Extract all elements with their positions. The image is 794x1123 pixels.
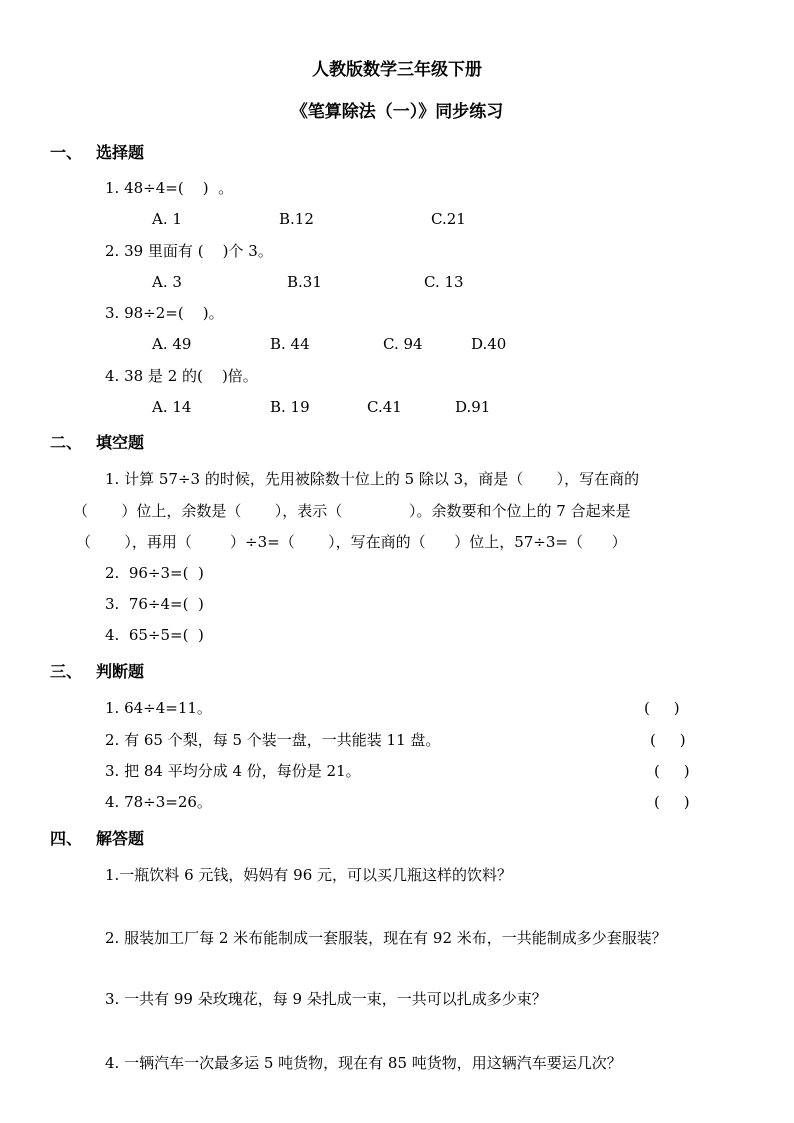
section-number: 四、 [50, 829, 83, 848]
word-problem: 2. 服装加工厂每 2 米布能制成一套服装，现在有 92 米布，一共能制成多少套服装？ [105, 929, 667, 947]
choice-option: C.21 [431, 210, 466, 228]
fill-question-line: （ ）位上，余数是（ ），表示（ ）。余数要和个位上的 7 合起来是 [73, 502, 631, 520]
choice-option: B.12 [279, 210, 314, 228]
judge-question: 4. 78÷3=26。 [105, 793, 212, 811]
choice-option: B.31 [287, 273, 322, 291]
page-title: 人教版数学三年级下册 [312, 60, 482, 80]
choice-question: 2. 39 里面有 ( )个 3。 [105, 242, 273, 260]
fill-question: 3. 76÷4=( ) [105, 595, 204, 613]
word-problem: 3. 一共有 99 朵玫瑰花，每 9 朵扎成一束，一共可以扎成多少束？ [105, 990, 547, 1008]
section-heading [50, 143, 144, 163]
choice-question: 3. 98÷2=( )。 [105, 304, 224, 322]
section-heading [50, 662, 144, 682]
section-number: 三、 [50, 662, 83, 681]
choice-option: C. 13 [424, 273, 464, 291]
judge-question: 2. 有 65 个梨，每 5 个装一盘，一共能装 11 盘。 [105, 731, 441, 749]
section-title: 选择题 [96, 143, 145, 162]
choice-option: B. 19 [270, 398, 310, 416]
judge-blank: ( ) [650, 731, 686, 749]
choice-option: A. 14 [152, 398, 192, 416]
choice-option: A. 1 [152, 210, 182, 228]
word-problem: 4. 一辆汽车一次最多运 5 吨货物，现在有 85 吨货物，用这辆汽车要运几次？ [105, 1054, 622, 1072]
fill-question: 2. 96÷3=( ) [105, 564, 204, 582]
page-subtitle: 《笔算除法（一）》同步练习 [290, 102, 504, 122]
judge-blank: ( ) [654, 762, 690, 780]
section-title: 判断题 [96, 662, 145, 681]
word-problem: 1.一瓶饮料 6 元钱，妈妈有 96 元，可以买几瓶这样的饮料？ [105, 866, 513, 884]
choice-option: B. 44 [270, 335, 310, 353]
choice-option: D.91 [455, 398, 491, 416]
choice-option: C.41 [367, 398, 402, 416]
section-heading [50, 829, 144, 849]
choice-option: A. 49 [152, 335, 192, 353]
fill-question: 4. 65÷5=( ) [105, 626, 204, 644]
section-title: 解答题 [96, 829, 145, 848]
choice-question: 1. 48÷4=( ) 。 [105, 179, 234, 197]
judge-question: 1. 64÷4=11。 [105, 699, 212, 717]
section-number: 二、 [50, 433, 83, 452]
choice-option: A. 3 [152, 273, 182, 291]
choice-option: C. 94 [383, 335, 423, 353]
section-heading [50, 433, 144, 453]
judge-blank: ( ) [644, 699, 680, 717]
section-title: 填空题 [96, 433, 145, 452]
judge-blank: ( ) [654, 793, 690, 811]
fill-question-line: （ ），再用（ ）÷3=（ ），写在商的（ ）位上，57÷3=（ ） [76, 533, 627, 551]
section-number: 一、 [50, 143, 83, 162]
choice-option: D.40 [471, 335, 507, 353]
judge-question: 3. 把 84 平均分成 4 份，每份是 21。 [105, 762, 361, 780]
fill-question-line: 1. 计算 57÷3 的时候，先用被除数十位上的 5 除以 3，商是（ ），写在商的 [105, 470, 640, 488]
choice-question: 4. 38 是 2 的( )倍。 [105, 367, 258, 385]
